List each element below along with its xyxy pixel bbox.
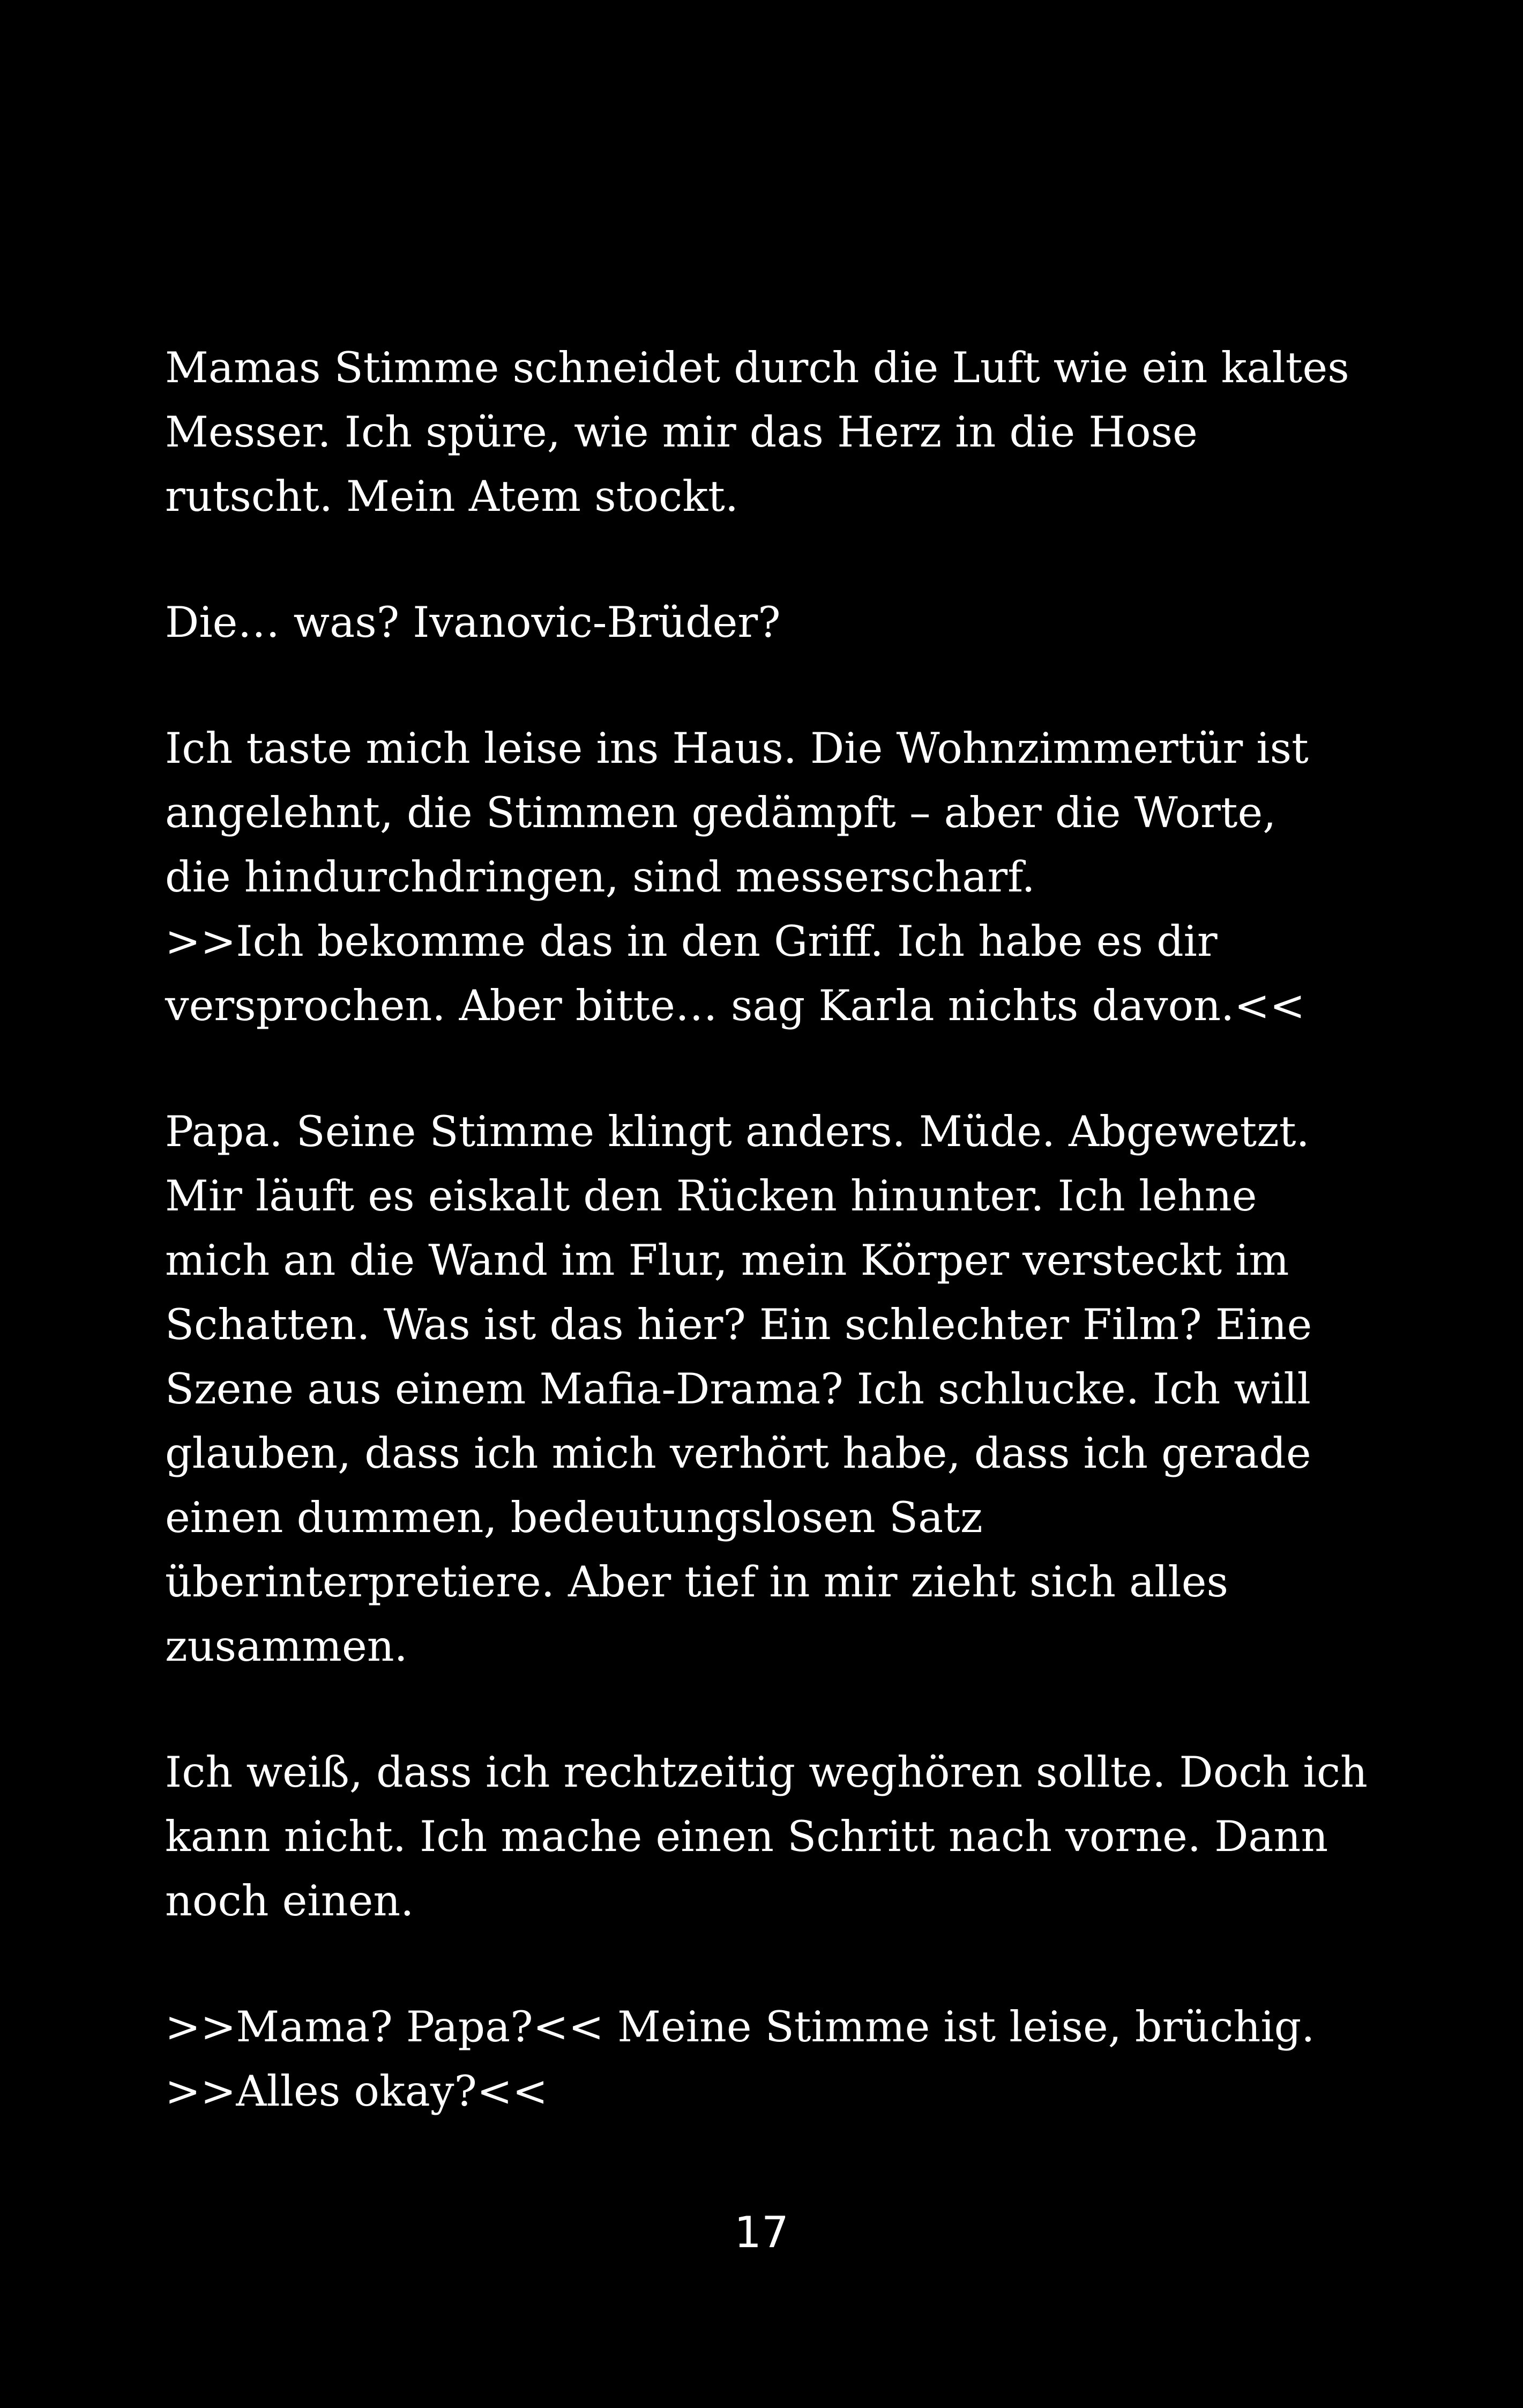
paragraph-gap (165, 1038, 1398, 1099)
text-line: Mamas Stimme schneidet durch die Luft wie ein kaltes (165, 343, 1349, 392)
text-line: noch einen. (165, 1876, 414, 1926)
paragraph-gap (165, 1933, 1398, 1995)
page-number: 17 (734, 2208, 789, 2257)
paragraph-gap (165, 529, 1398, 590)
text-line: Schatten. Was ist das hier? Ein schlechter Film? Eine (165, 1300, 1312, 1349)
text-line: Ich taste mich leise ins Haus. Die Wohnzimmertür ist (165, 724, 1309, 773)
text-line: rutscht. Mein Atem stockt. (165, 472, 738, 521)
paragraph-4 (165, 1099, 1398, 1678)
text-line: angelehnt, die Stimmen gedämpft – aber die Worte, (165, 788, 1276, 837)
text-line: Mir läuft es eiskalt den Rücken hinunter. Ich lehne (165, 1171, 1257, 1221)
text-line: Papa. Seine Stimme klingt anders. Müde. Abgewetzt. (165, 1107, 1310, 1156)
text-line: versprochen. Aber bitte… sag Karla nichts davon.<< (165, 981, 1305, 1030)
text-line: zusammen. (165, 1622, 408, 1671)
paragraph-2 (165, 590, 1398, 655)
text-line: die hindurchdringen, sind messerscharf. (165, 852, 1035, 902)
text-line: Messer. Ich spüre, wie mir das Herz in die Hose (165, 407, 1198, 457)
text-line: >>Ich bekomme das in den Griff. Ich habe es dir (165, 917, 1218, 966)
paragraph-5 (165, 1740, 1398, 1933)
paragraph-6 (165, 1995, 1398, 2123)
text-line: mich an die Wand im Flur, mein Körper versteckt im (165, 1236, 1289, 1285)
text-line: Die… was? Ivanovic-Brüder? (165, 598, 781, 647)
text-line: überinterpretiere. Aber tief in mir zieht sich alles (165, 1557, 1228, 1607)
text-line: Szene aus einem Mafia-Drama? Ich schlucke. Ich will (165, 1364, 1311, 1414)
body-text (165, 336, 1398, 2123)
paragraph-gap (165, 655, 1398, 716)
text-line: kann nicht. Ich mache einen Schritt nach vorne. Dann (165, 1812, 1328, 1861)
text-line: glauben, dass ich mich verhört habe, dass ich gerade (165, 1429, 1311, 1478)
text-line: >>Alles okay?<< (165, 2067, 548, 2116)
paragraph-gap (165, 1678, 1398, 1740)
paragraph-3 (165, 716, 1398, 1038)
paragraph-1 (165, 336, 1398, 529)
text-line: Ich weiß, dass ich rechtzeitig weghören sollte. Doch ich (165, 1748, 1368, 1797)
text-line: einen dummen, bedeutungslosen Satz (165, 1493, 983, 1542)
text-line: >>Mama? Papa?<< Meine Stimme ist leise, brüchig. (165, 2002, 1315, 2052)
